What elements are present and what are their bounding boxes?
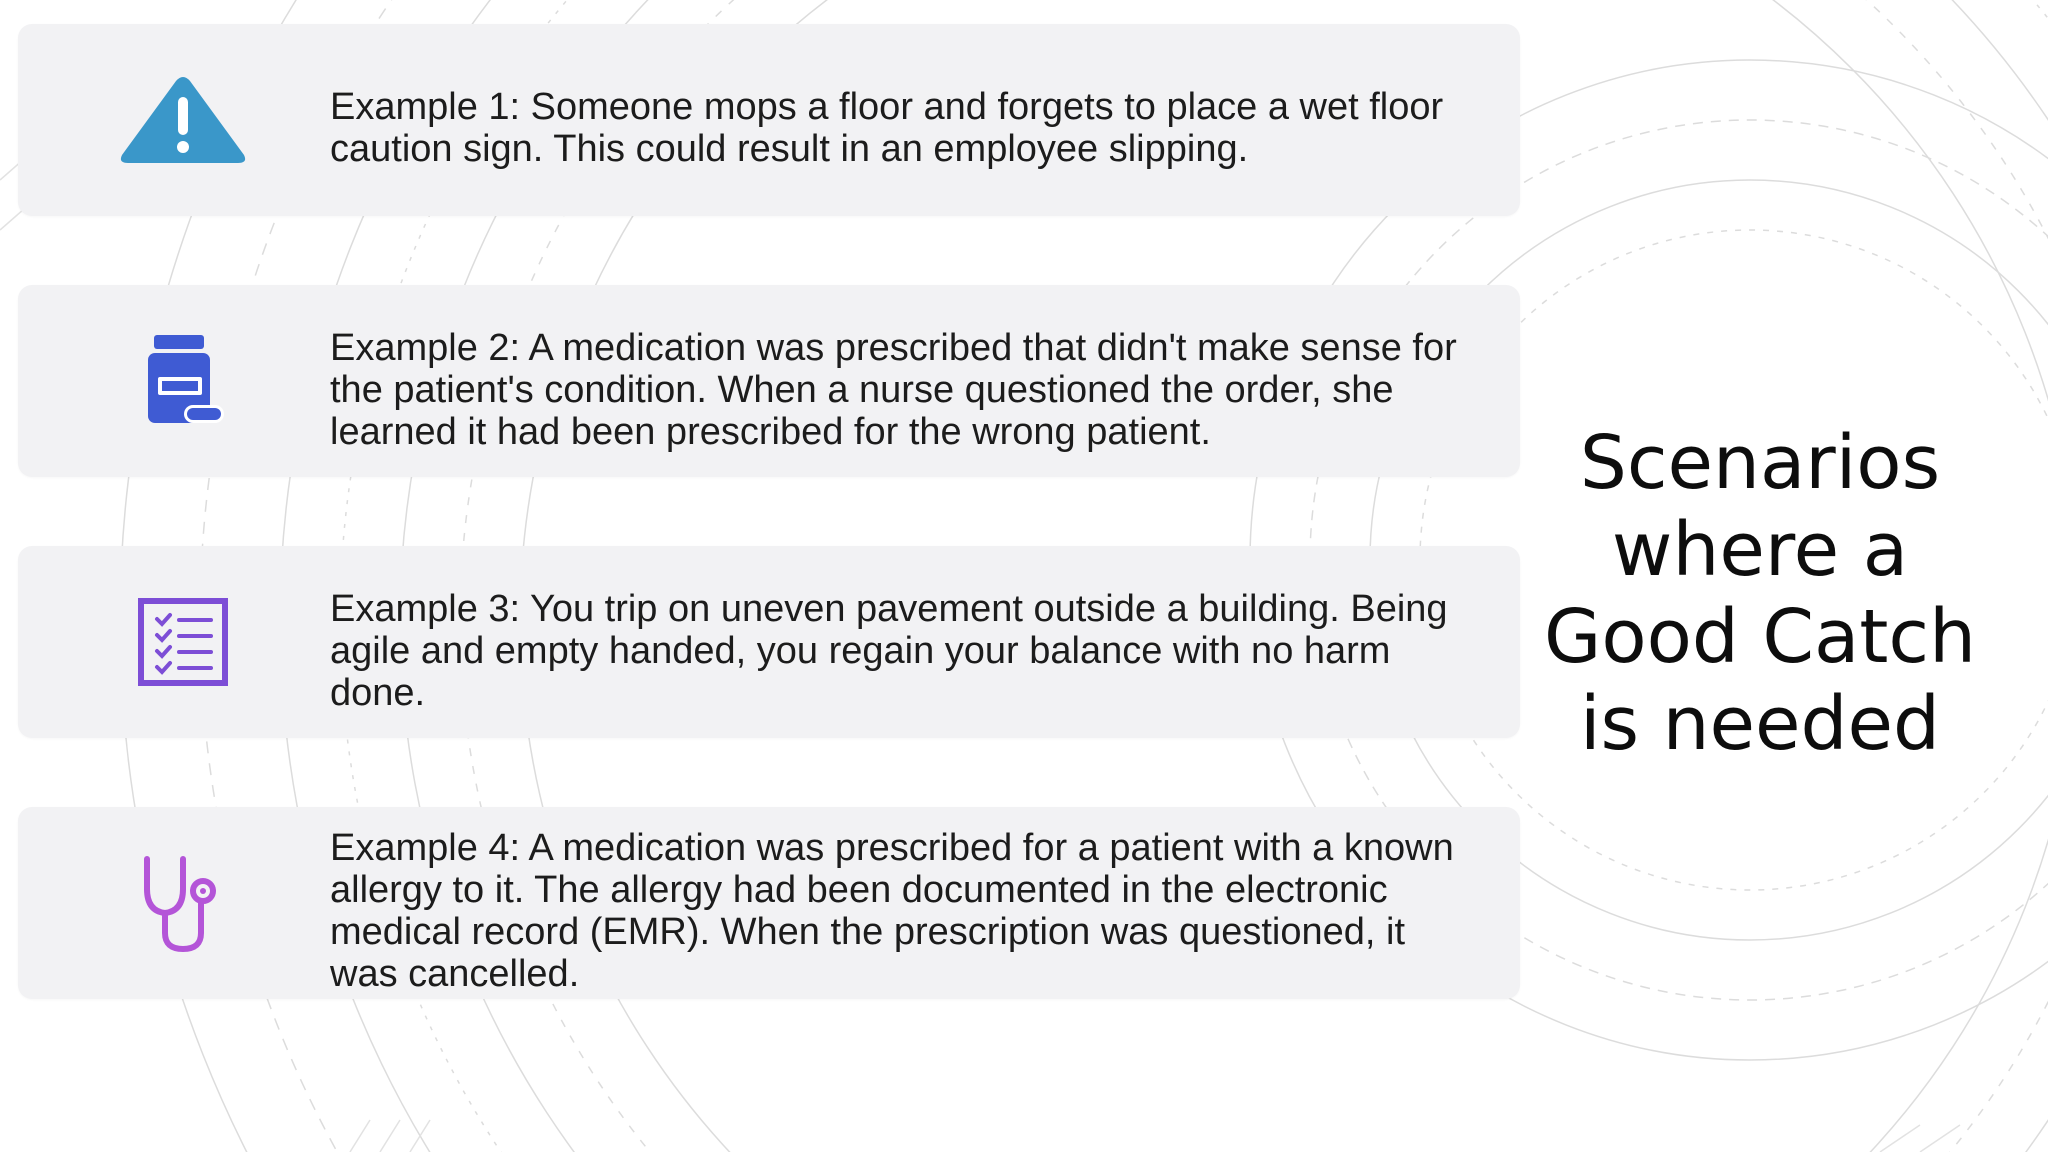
warning-icon [108, 68, 258, 172]
checklist-icon [108, 590, 258, 694]
medicine-bottle-icon [108, 329, 258, 433]
example-card-4 [18, 807, 1520, 999]
example-card-2 [18, 285, 1520, 477]
slide-title: Scenarios where a Good Catch is needed [1543, 420, 1976, 767]
example-card-3 [18, 546, 1520, 738]
example-text-4: Example 4: A medication was prescribed for a patient with a known allergy to it. The allergy had been documented in the electronic medical record (EMR). When the prescription was questioned, it was cancelled. [330, 827, 1454, 995]
example-text-1: Example 1: Someone mops a floor and forgets to place a wet floor caution sign. This could result in an employee slipping. [330, 86, 1444, 170]
example-card-1 [18, 24, 1520, 216]
example-text-2: Example 2: A medication was prescribed that didn't make sense for the patient's condition. When a nurse questioned the order, she learned it had been prescribed for the wrong patient. [330, 327, 1457, 453]
stethoscope-icon [108, 851, 258, 955]
example-text-3: Example 3: You trip on uneven pavement outside a building. Being agile and empty handed, you regain your balance with no harm done. [330, 588, 1448, 714]
